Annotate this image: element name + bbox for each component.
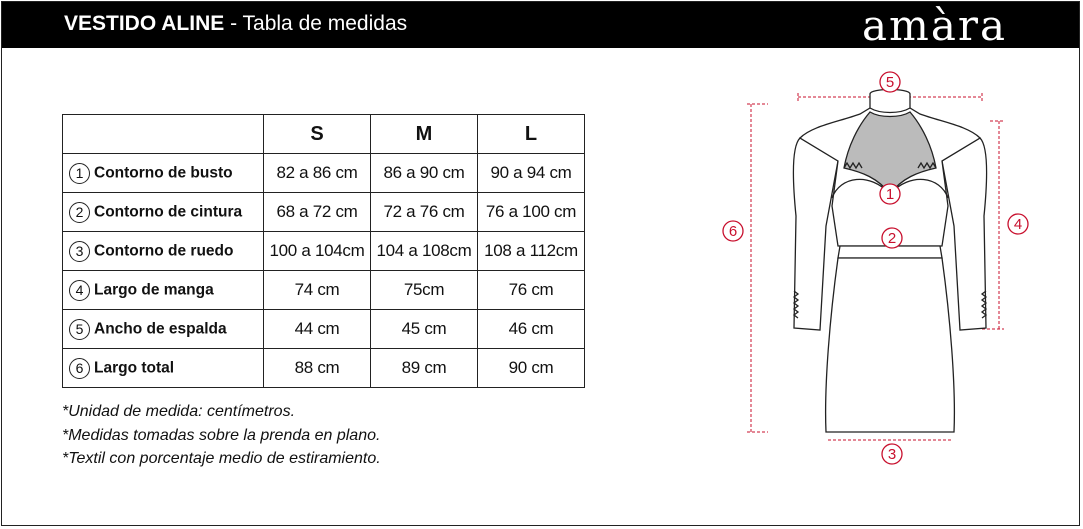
footnote: *Medidas tomadas sobre la prenda en plano. [62,426,381,444]
column-header-m: M [371,115,478,154]
svg-text:5: 5 [885,74,895,91]
table-cell: 88 cm [264,349,371,388]
product-name: VESTIDO ALINE [64,12,225,35]
table-cell: 100 a 104cm [264,232,371,271]
table-cell: 68 a 72 cm [264,193,371,232]
svg-text:6: 6 [728,223,738,240]
table-row [63,310,585,349]
marker-3 [882,444,902,464]
row-label-text: Contorno de busto [94,164,233,181]
table-cell: 108 a 112cm [478,232,585,271]
table-cell: 75cm [371,271,478,310]
dress-measurement-diagram [720,66,1040,476]
table-cell: 89 cm [371,349,478,388]
table-cell: 90 cm [478,349,585,388]
row-label-text: Contorno de ruedo [94,242,234,259]
row-label-text: Largo total [94,359,175,376]
table-cell: 74 cm [264,271,371,310]
marker-number: 4 [69,280,90,301]
column-header-s: S [264,115,371,154]
table-cell: 90 a 94 cm [478,154,585,193]
row-label-text: Largo de manga [94,281,214,298]
marker-number: 6 [69,358,90,379]
table-cell: 72 a 76 cm [371,193,478,232]
row-label-text: Ancho de espalda [94,320,227,337]
header-bar [2,2,1079,48]
marker-number: 3 [69,241,90,262]
row-label-text: Contorno de cintura [94,203,243,220]
table-row [63,232,585,271]
table-cell: 45 cm [371,310,478,349]
title-subtitle: - Tabla de medidas [224,12,408,35]
marker-number: 1 [69,163,90,184]
marker-6 [723,221,743,241]
row-label-back-width [63,310,264,349]
marker-1 [880,184,900,204]
brand-logo: amàra [861,1,1007,50]
dress-illustration [793,90,986,433]
table-row [63,154,585,193]
table-cell: 82 a 86 cm [264,154,371,193]
row-label-total-length [63,349,264,388]
row-label-bust [63,154,264,193]
marker-2 [882,228,902,248]
table-cell: 86 a 90 cm [371,154,478,193]
page-title [64,12,407,36]
row-label-sleeve [63,271,264,310]
svg-text:4: 4 [1013,216,1023,233]
size-table [62,114,585,388]
svg-text:2: 2 [887,230,897,247]
table-row [63,349,585,388]
table-cell: 46 cm [478,310,585,349]
marker-5 [880,72,900,92]
marker-number: 5 [69,319,90,340]
table-header-row [63,115,585,154]
table-cell: 104 a 108cm [371,232,478,271]
table-cell: 76 cm [478,271,585,310]
footnote: *Textil con porcentaje medio de estiramiento. [62,450,381,467]
row-label-hem [63,232,264,271]
row-label-waist [63,193,264,232]
table-row [63,193,585,232]
table-cell: 44 cm [264,310,371,349]
footnotes [62,400,381,471]
column-header-l: L [478,115,585,154]
svg-text:1: 1 [885,186,895,203]
svg-text:3: 3 [887,446,897,463]
marker-number: 2 [69,202,90,223]
table-cell: 76 a 100 cm [478,193,585,232]
table-row [63,271,585,310]
table-corner-cell [63,115,264,154]
footnote: *Unidad de medida: centímetros. [62,403,296,420]
marker-4 [1008,214,1028,234]
